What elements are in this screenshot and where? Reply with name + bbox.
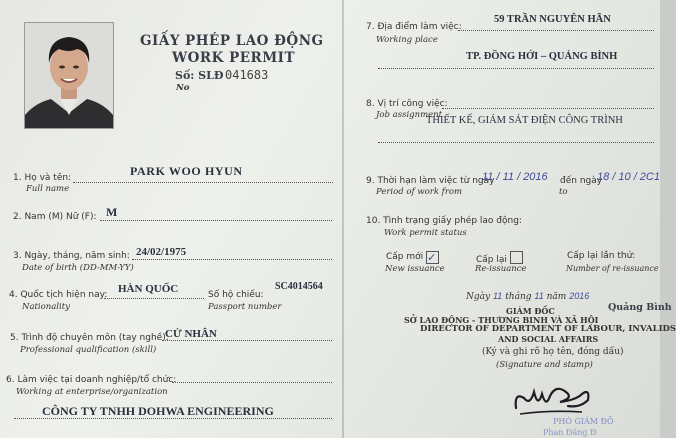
issue-day-value: 11 xyxy=(492,291,503,301)
job-value: THIẾT KẾ, GIÁM SÁT ĐIỆN CÔNG TRÌNH xyxy=(426,115,623,126)
sex-label: 2. Nam (M) Nữ (F): xyxy=(13,212,97,222)
sex-value: M xyxy=(106,205,118,219)
passport-label: Số hộ chiếu: xyxy=(208,290,264,300)
issue-day-label: Ngày xyxy=(466,292,491,302)
passport-sub: Passport number xyxy=(208,302,282,312)
status-sub: Work permit status xyxy=(384,228,467,238)
new-issuance-option xyxy=(386,251,439,264)
qualification-value: CỬ NHÂN xyxy=(165,328,217,340)
re-issuance-option xyxy=(476,251,523,265)
employer-sub: Working at enterprise/organization xyxy=(16,387,168,397)
issue-month-label: tháng xyxy=(505,292,532,302)
reissue-count-sub: Number of re-issuance xyxy=(566,264,659,273)
full-name-sub: Full name xyxy=(26,184,70,194)
department-vi: SỞ LAO ĐỘNG - THƯƠNG BINH VÀ XÃ HỘI xyxy=(404,315,599,325)
new-issuance-sub: New issuance xyxy=(385,264,445,274)
job-sub: Job assignment xyxy=(376,110,443,120)
sign-instruction-vi: (Ký và ghi rõ họ tên, đóng dấu) xyxy=(482,347,624,357)
reissue-count-label: Cấp lại lần thứ: xyxy=(567,251,636,261)
director-signature xyxy=(510,378,600,420)
period-to-value: 18 / 10 / 2C1 xyxy=(597,171,660,183)
issue-year-label: năm xyxy=(546,292,567,302)
stamp-text-2: Phan Đăng Đ xyxy=(543,428,597,437)
re-issuance-checkbox xyxy=(510,251,523,264)
nationality-value: HÀN QUỐC xyxy=(118,283,179,295)
number-label-en: No xyxy=(176,83,190,93)
full-name-label: 1. Họ và tên: xyxy=(13,173,72,183)
issue-year-value: 2016 xyxy=(569,291,590,301)
qualification-label: 5. Trình độ chuyên môn (tay nghề): xyxy=(10,333,169,343)
period-sub: Period of work from xyxy=(376,187,463,197)
new-issuance-checkbox xyxy=(426,251,439,264)
full-name-value: PARK WOO HYUN xyxy=(130,164,243,178)
re-issuance-label: Cấp lại xyxy=(476,255,507,265)
workplace-label: 7. Địa điểm làm việc: xyxy=(366,22,462,32)
issue-date xyxy=(466,291,589,302)
workplace-sub: Working place xyxy=(376,35,438,45)
period-to-sub: to xyxy=(559,187,568,197)
signer-title: GIÁM ĐỐC xyxy=(506,306,555,316)
issue-month-value: 11 xyxy=(534,291,544,301)
status-label: 10. Tình trạng giấy phép lao động: xyxy=(366,216,522,226)
dob-label: 3. Ngày, tháng, năm sinh: xyxy=(13,251,130,261)
passport-value: SC4014564 xyxy=(275,281,323,292)
job-label: 8. Vị trí công việc: xyxy=(366,99,448,109)
re-issuance-sub: Re-issuance xyxy=(475,264,527,274)
workplace-value-1: 59 TRẦN NGUYÊN HÃN xyxy=(494,14,611,25)
title-vietnamese: GIẤY PHÉP LAO ĐỘNG xyxy=(140,33,324,49)
portrait-photo xyxy=(24,22,114,129)
dob-value: 24/02/1975 xyxy=(136,246,187,258)
check-mark-icon: ✓ xyxy=(427,251,437,264)
sign-instruction-en: (Signature and stamp) xyxy=(496,360,593,370)
workplace-value-2: TP. ĐỒNG HỚI – QUẢNG BÌNH xyxy=(466,51,618,62)
issue-place: Quảng Bình xyxy=(608,302,672,313)
permit-number: 041683 xyxy=(225,68,269,82)
nationality-label: 4. Quốc tịch hiện nay: xyxy=(9,290,108,300)
new-issuance-label: Cấp mới xyxy=(386,252,424,262)
department-en-2: AND SOCIAL AFFAIRS xyxy=(498,334,599,344)
employer-value: CÔNG TY TNHH DOHWA ENGINEERING xyxy=(42,404,274,418)
title-english: WORK PERMIT xyxy=(172,50,296,66)
dob-sub: Date of birth (DD-MM-YY) xyxy=(22,263,134,273)
number-label: Số: SLĐ xyxy=(175,69,224,82)
department-en-1: DIRECTOR OF DEPARTMENT OF LABOUR, INVALIDS xyxy=(420,324,676,334)
period-label: 9. Thời hạn làm việc từ ngày xyxy=(366,176,495,186)
period-from-value: 11 / 11 / 2016 xyxy=(482,171,548,183)
nationality-sub: Nationality xyxy=(22,302,70,312)
stamp-text-1: PHÓ GIÁM ĐỐ xyxy=(553,417,614,426)
employer-label: 6. Làm việc tại doanh nghiệp/tổ chức: xyxy=(6,375,177,385)
period-to-label: đến ngày xyxy=(560,176,603,186)
qualification-sub: Professional qualification (skill) xyxy=(20,345,157,355)
page-fold xyxy=(342,0,344,438)
